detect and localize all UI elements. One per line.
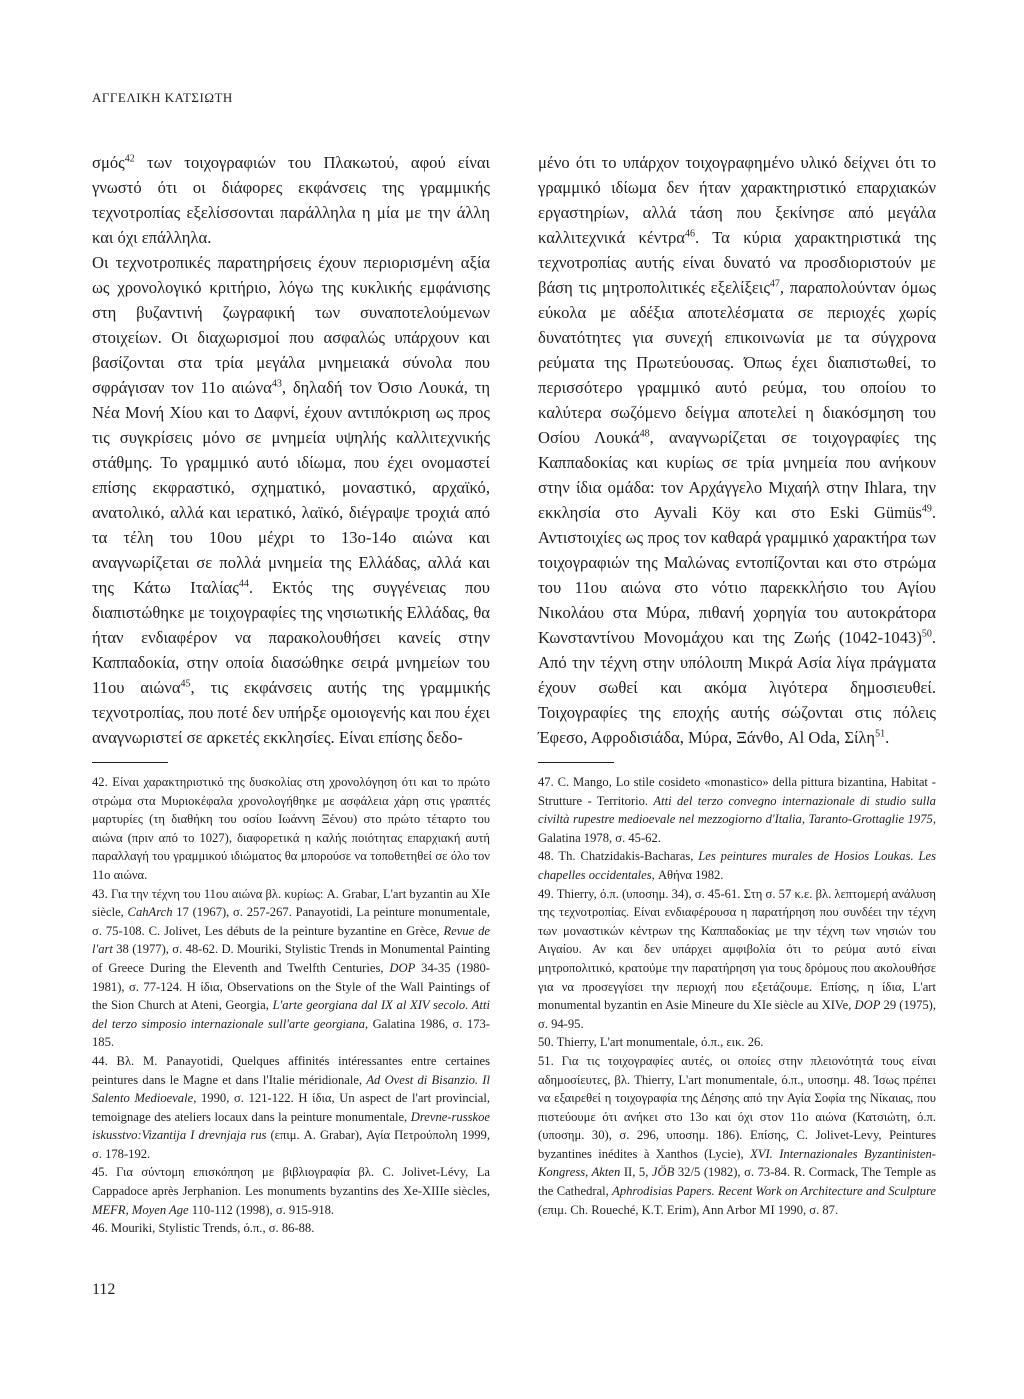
running-header: ΑΓΓΕΛΙΚΗ ΚΑΤΣΙΩΤΗ <box>92 90 233 105</box>
footnote-46: 46. Mouriki, Stylistic Trends, ό.π., σ. 86-88. <box>92 1221 315 1236</box>
footnotes-left <box>92 762 490 1238</box>
body-column-left <box>92 150 490 750</box>
footnote-ref[interactable]: 42 <box>124 153 135 165</box>
footnote-43: 43. Για την τέχνη του 11ου αιώνα βλ. κυρίως: A. Grabar, L'art byzantin au XIe siècle, CahArch 17 (1967), σ. 257-267. Panayotidi, La peinture monumentale, σ. 75-108. C. Jolivet, Les débuts de la peinture byzantine en Grèce, Revue de l'art 38 (1977), σ. 48-62. D. Mouriki, Stylistic Trends in Monumental Painting of Greece During the Eleventh and Twelfth Centuries, DOP 34-35 (1980-1981), σ. 77-124. Η ίδια, Observations on the Style of the Wall Paintings of the Sion Church at Ateni, Georgia, L'arte georgiana dal IX al XIV secolo. Atti del terzo simposio internazionale sull'arte georgiana, Galatina 1986, σ. 173-185. <box>92 886 491 1050</box>
footnote-ref[interactable]: 50 <box>921 628 932 640</box>
paragraph: σμός$^{42}$ των τοιχογραφιών του Πλακωτού, αφού είναι γνωστό ότι οι διάφορες εκφάνσεις της γραμμικής τεχνοτροπίας εξελίσσονται παράλληλα η μία με την άλλη και όχι επάλληλα. <box>92 153 490 247</box>
footnotes-right <box>538 762 936 1219</box>
footnote-44: 44. Βλ. M. Panayotidi, Quelques affinités intéressantes entre certaines peintures dans le Magne et dans l'Italie méridionale, Ad Ovest di Bisanzio. Il Salento Medioevale, 1990, σ. 121-122. Η ίδια, Un aspect de l'art provincial, temoignage des ateliers locaux dans la peinture monumentale, Drevne-russkoe iskusstvo:Vizantija I drevnjaja rus (επιμ. A. Grabar), Αγία Πετρούπολη 1999, σ. 178-192. <box>92 1053 490 1161</box>
footnote-49: 49. Thierry, ό.π. (υποσημ. 34), σ. 45-61. Στη σ. 57 κ.ε. βλ. λεπτομερή ανάλυση της τεχνοτροπίας. Είναι ενδιαφέρουσα η παρατήρηση που συνδέει την τέχνη των μοναστικών κέντρων της Καππαδοκίας με την τέχνη των νησιών του Αιγαίου. Αν και δεν υπάρχει αμφιβολία ότι το ρεύμα αυτό είναι μητροπολιτικό, κρατούμε την παρατήρηση για τους δρόμους που ακολουθήσε για να προσεγγίσει την περιοχή που εξετάζουμε. Επίσης, η ίδια, L'art monumental byzantin en Asie Mineure du XIe siècle au XIVe, DOP 29 (1975), σ. 94-95. <box>538 886 937 1031</box>
footnote-ref[interactable]: 46 <box>684 228 695 240</box>
footnote-ref[interactable]: 43 <box>271 378 282 390</box>
footnote-42: 42. Είναι χαρακτηριστικό της δυσκολίας στη χρονολόγηση ότι και το πρώτο στρώμα στα Μυριοκέφαλα χρονολογήθηκε με ασφάλεια χάρη στις γραπτές μαρτυρίες (τη διαθήκη του οσίου Ιωάννη Ξένου) στο πρώτο τέταρτο του αιώνα (πριν από το 1027), διαφορετικά η καλής ποιότητας επαρχιακή αυτή παραλλαγή του γραμμικού ιδιώματος θα μπορούσε να τοποθετηθεί σε όλο τον 11ο αιώνα. <box>92 775 490 882</box>
body-column-right <box>538 150 936 750</box>
paragraph: Οι τεχνοτροπικές παρατηρήσεις έχουν περιορισμένη αξία ως χρονολογικό κριτήριο, λόγω της κυκλικής εμφάνισης στη βυζαντινή ζωγραφική των συναποτελούμενων στοιχείων. Οι διαχωρισμοί που ασφαλώς υπάρχουν και βασίζονται στα τρία μεγάλα μνημειακά σύνολα που σφράγισαν τον 11ο αιώνα$^{43}$, δηλαδή τον Όσιο Λουκά, τη Νέα Μονή Χίου και το Δαφνί, έχουν αντιπόκριση ως προς τις συγκρίσεις μόνο σε μνημεία υψηλής καλλιτεχνικής στάθμης. Το γραμμικό αυτό ιδίωμα, που έχει ονομαστεί επίσης εκφραστικό, σχηματικό, μοναστικό, αρχαϊκό, ανατολικό, αλλά και ιερατικό, λαϊκό, διέγραψε τροχιά από τα τέλη του 10ου μέχρι το 13ο-14ο αιώνα και αναγνωρίζεται σε πολλά μνημεία της Ελλάδας, αλλά και της Κάτω Ιταλίας$^{44}$. Εκτός της συγγένειας που διαπιστώθηκε με τοιχογραφίες της νησιωτικής Ελλάδας, θα ήταν ενδιαφέρον να παρακολουθήσει κανείς στην Καππαδοκία, στην οποία διασώθηκε σειρά μνημείων του 11ου αιώνα$^{45}$, τις εκφάνσεις αυτής της γραμμικής τεχνοτροπίας, που ποτέ δεν υπήρξε ομοιογενής και που έχει αναγνωριστεί σε αρκετές εκκλησίες. Είναι επίσης δεδο- <box>92 253 490 747</box>
footnote-ref[interactable]: 47 <box>769 278 780 290</box>
page-number: 112 <box>92 1281 116 1298</box>
footnote-45: 45. Για σύντομη επισκόπηση με βιβλιογραφία βλ. C. Jolivet-Lévy, La Cappadoce après Jerphanion. Les monuments byzantins des Xe-XIIIe siècles, MEFR, Moyen Age 110-112 (1998), σ. 915-918. <box>92 1165 490 1217</box>
footnote-divider <box>92 762 168 763</box>
paragraph: μένο ότι το υπάρχον τοιχογραφημένο υλικό δείχνει ότι το γραμμικό ιδίωμα δεν ήταν χαρακτηριστικό επαρχιακών εργαστηρίων, αλλά τάση που ξεκίνησε από μεγάλα καλλιτεχνικά κέντρα$^{46}$. Τα κύρια χαρακτηριστικά της τεχνοτροπίας αυτής είναι δυνατό να προσδιοριστούν με βάση τις μητροπολιτικές εξελίξεις$^{47}$, παραπολούνταν όμως εύκολα με αδέξια αποτελέσματα σε περιοχές χωρίς δυνατότητες για συνεχή επικοινωνία με τα σύγχρονα ρεύματα της Πρωτεύουσας. Όπως έχει διαπιστωθεί, το περισσότερο γραμμικό αυτό ρεύμα, του οποίου το καλύτερα σωζόμενο δείγμα αποτελεί η διακόσμηση του Οσίου Λουκά$^{48}$, αναγνωρίζεται σε τοιχογραφίες της Καππαδοκίας και κυρίως σε τρία μνημεία που ανήκουν στην ίδια ομάδα: τον Αρχάγγελο Μιχαήλ στην Ihlara, την εκκλησία στο Ayvali Köy και στο Eski Gümüs$^{49}$. Αντιστοιχίες ως προς τον καθαρά γραμμικό χαρακτήρα των τοιχογραφιών της Μαλώνας εντοπίζονται και στο στρώμα του 11ου αιώνα στο νότιο παρεκκλήσιο του Αγίου Νικολάου στα Μύρα, πιθανή χορηγία του αυτοκράτορα Κωνσταντίνου Μονομάχου και της Ζωής (1042-1043)$^{50}$. Από την τέχνη στην υπόλοιπη Μικρά Ασία λίγα πράγματα έχουν σωθεί και ακόμα λιγότερα δημοσιευθεί. Τοιχογραφίες της εποχής αυτής σώζονται στις πόλεις Έφεσο, Αφροδισιάδα, Μύρα, Ξάνθο, Al Oda, Σίλη$^{51}$. <box>538 153 936 747</box>
footnote-ref[interactable]: 44 <box>238 578 249 590</box>
footnote-ref[interactable]: 51 <box>875 728 886 740</box>
footnote-divider <box>538 762 614 763</box>
footnote-48: 48. Th. Chatzidakis-Bacharas, Les peintures murales de Hosios Loukas. Les chapelles occidentales, Αθήνα 1982. <box>538 849 936 882</box>
footnote-50: 50. Thierry, L'art monumentale, ό.π., εικ. 26. <box>538 1035 764 1050</box>
footnote-ref[interactable]: 49 <box>921 503 932 515</box>
footnote-51: 51. Για τις τοιχογραφίες αυτές, οι οποίες στην πλειονότητά τους είναι αδημοσίευτες, βλ. Thierry, L'art monumentale, ό.π., υποσημ. 48. Ίσως πρέπει να εξαιρεθεί η τοιχογραφία της Δέησης από την Αγία Σοφία της Νίκαιας, που πιστεύουμε ότι ανήκει στο 13ο και όχι στον 11ο αιώνα (Κατσιώτη, ό.π. (υποσημ. 30), σ. 296, υποσημ. 186). Επίσης, C. Jolivet-Levy, Peintures byzantines inédites à Xanthos (Lycie), XVI. Internazionales Byzantinisten-Kongress, Akten II, 5, JÖB 32/5 (1982), σ. 73-84. R. Cormack, The Temple as the Cathedral, Aphrodisias Papers. Recent Work on Architecture and Sculpture (επιμ. Ch. Roueché, K.T. Erim), Ann Arbor MI 1990, σ. 87. <box>538 1053 936 1217</box>
footnote-47: 47. C. Mango, Lo stile cosideto «monastico» della pittura bizantina, Habitat - Strutture - Territorio. Atti del terzo convegno internazionale di studio sulla civiltà rupestre medioevale nel mezzogiorno d'Italia, Taranto-Grottaglie 1975, Galatina 1978, σ. 45-62. <box>538 775 936 845</box>
footnote-ref[interactable]: 48 <box>639 428 650 440</box>
footnote-ref[interactable]: 45 <box>180 678 191 690</box>
